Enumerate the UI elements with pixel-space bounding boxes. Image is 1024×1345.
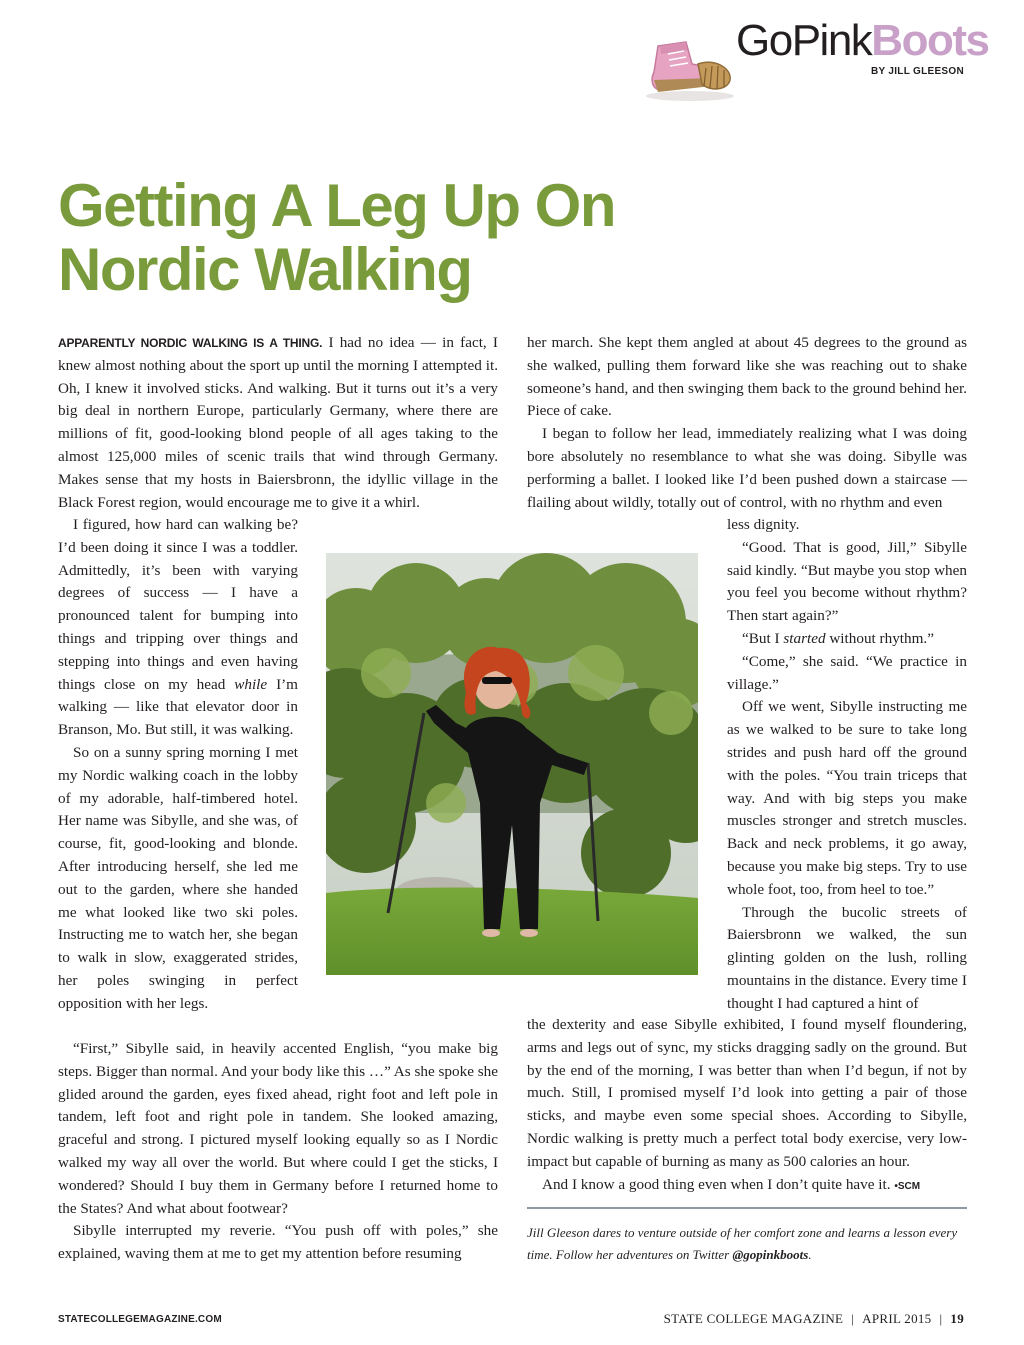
paragraph-5-continued: her march. She kept them angled at about 45 degrees to the ground as she walked, pulling them forward like she was reaching out to shake someone’s hand, and then swinging them back to the ground behind her. Piece of cake. xyxy=(527,334,967,420)
paragraph-1-text: I had no idea — in fact, I knew almost nothing about the sport up until the morning I attempted it. Oh, I knew it involved sticks. And walking. But it turns out it’s a very big deal in northern Europe, particularly Germany, where there are millions of fit, good-looking blond people of all ages taking to the almost 125,000 miles of scenic trails that wind through Germany. Makes sense that my hosts in Baiersbronn, the idyllic village in the Black Forest region, would encourage me to give it a whirl. xyxy=(58,334,498,511)
column-1-bottom xyxy=(58,1038,498,1266)
nordic-walker-photo xyxy=(326,553,698,975)
paragraph-1 xyxy=(58,332,498,514)
paragraph-2-emphasis: while xyxy=(234,675,268,693)
paragraph-6-continued: less dignity. xyxy=(727,516,800,533)
paragraph-12 xyxy=(527,1174,967,1199)
paragraph-11-continued: the dexterity and ease Sibylle exhibited, I found myself floundering, arms and legs out of sync, my sticks dragging sadly on the ground. But by the end of the morning, I was better than when I’d begun, if not by much. Still, I promised myself I’d look into getting a pair of those sticks, and maybe even some special shoes. According to Sibylle, Nordic walking is pretty much a perfect total body exercise, very low-impact but capable of burning as many as 500 calories an hour. xyxy=(527,1016,967,1170)
lead-in: APPARENTLY NORDIC WALKING IS A THING. xyxy=(58,336,323,350)
bio-tail: . xyxy=(808,1247,812,1262)
paragraph-2-text-b: I’m walking — like that elevator door in Branson, Mo. But still, it was walking. xyxy=(58,675,298,739)
article-headline xyxy=(58,174,758,302)
column-2-top xyxy=(527,332,967,514)
paragraph-6: I began to follow her lead, immediately realizing what I was doing bore absolutely no resemblance to what she was doing. Sibylle was performing a ballet. I looked like I’d been pushed down a staircase — flailing about wildly, totally out of control, with no rhythm and even xyxy=(527,425,967,511)
paragraph-8-text-b: without rhythm.” xyxy=(825,629,934,647)
end-mark: •SCM xyxy=(894,1180,921,1192)
paragraph-9: “Come,” she said. “We practice in village.” xyxy=(727,652,967,693)
paragraph-10: Off we went, Sibylle instructing me as we walked to be sure to take long strides and push hard off the ground with the poles. “You train triceps that way. And with big steps you make muscles stronger and stretch muscles. Back and neck problems, it go away, because you make big steps. Try to use whole foot, too, from heel to toe.” xyxy=(727,698,967,898)
column-1-narrow xyxy=(58,514,298,1016)
column-2-bottom xyxy=(527,1014,967,1198)
paragraph-2-text-a: I figured, how hard can walking be? I’d been doing it since I was a toddler. Admittedly, it’s been with varying degrees of success — I have a pronounced talent for bumping into things and tripping over things and stepping into things and even having things close on my head xyxy=(58,516,298,693)
bio-text: Jill Gleeson dares to venture outside of her comfort zone and learns a lesson every time. Follow her adventures on Twitter xyxy=(527,1225,958,1262)
page-number: 19 xyxy=(950,1311,964,1326)
brand-go: GoPink xyxy=(736,16,872,65)
paragraph-4: “First,” Sibylle said, in heavily accented English, “you make big steps. Bigger than normal. And your body like this …” As she spoke she glided around the garden, eyes fixed ahead, right foot and left pole in tandem, left foot and right pole in tandem. She looked amazing, graceful and strong. I pictured myself looking equally so as I Nordic walked my way all over the world. But where could I get the sticks, I wondered? Should I buy them in Germany before I returned home to the States? And what about footwear? xyxy=(58,1040,498,1217)
paragraph-11: Through the bucolic streets of Baiersbronn we walked, the sun glinting golden on the lush, rolling mountains in the distance. Every time I thought I had captured a hint of xyxy=(727,903,967,1012)
byline: BY JILL GLEESON xyxy=(870,66,964,77)
column-1-top xyxy=(58,332,498,514)
footer-website: STATECOLLEGEMAGAZINE.COM xyxy=(58,1314,222,1325)
footer-separator: | xyxy=(939,1311,943,1326)
footer-magazine: STATE COLLEGE MAGAZINE xyxy=(663,1311,844,1326)
footer-separator: | xyxy=(851,1311,855,1326)
paragraph-8 xyxy=(727,628,967,651)
paragraph-2 xyxy=(58,514,298,742)
headline-line-1: Getting A Leg Up On xyxy=(58,172,615,239)
footer-issue: APRIL 2015 xyxy=(862,1311,932,1326)
brand-boots: Boots xyxy=(871,16,989,65)
author-bio xyxy=(527,1222,967,1266)
bio-divider xyxy=(527,1207,967,1209)
headline-line-2: Nordic Walking xyxy=(58,236,472,303)
article-photo xyxy=(326,553,698,975)
paragraph-12-text: And I know a good thing even when I don’t quite have it. xyxy=(542,1175,891,1193)
paragraph-3: So on a sunny spring morning I met my Nordic walking coach in the lobby of my adorable, half-timbered hotel. Her name was Sibylle, and she was, of course, fit, good-looking and blonde. After introducing herself, she led me out to the garden, where she handed me what looked like two ski poles. Instructing me to watch her, she began to walk in slow, exaggerated strides, her poles swinging in perfect opposition with her legs. xyxy=(58,743,298,1012)
brand-header xyxy=(640,14,989,104)
paragraph-8-text-a: “But I xyxy=(742,629,784,647)
pink-boot-icon xyxy=(640,24,740,104)
paragraph-5: Sibylle interrupted my reverie. “You push off with poles,” she explained, waving them at me to get my attention before resuming xyxy=(58,1222,498,1263)
twitter-handle: @gopinkboots xyxy=(732,1247,809,1262)
paragraph-7: “Good. That is good, Jill,” Sibylle said kindly. “But maybe you stop when you feel you become without rhythm? Then start again?” xyxy=(727,538,967,625)
paragraph-8-emphasis: started xyxy=(783,629,826,647)
column-2-narrow xyxy=(727,514,967,1016)
brand-logo-text xyxy=(736,16,988,66)
footer-issue-info xyxy=(664,1311,964,1327)
